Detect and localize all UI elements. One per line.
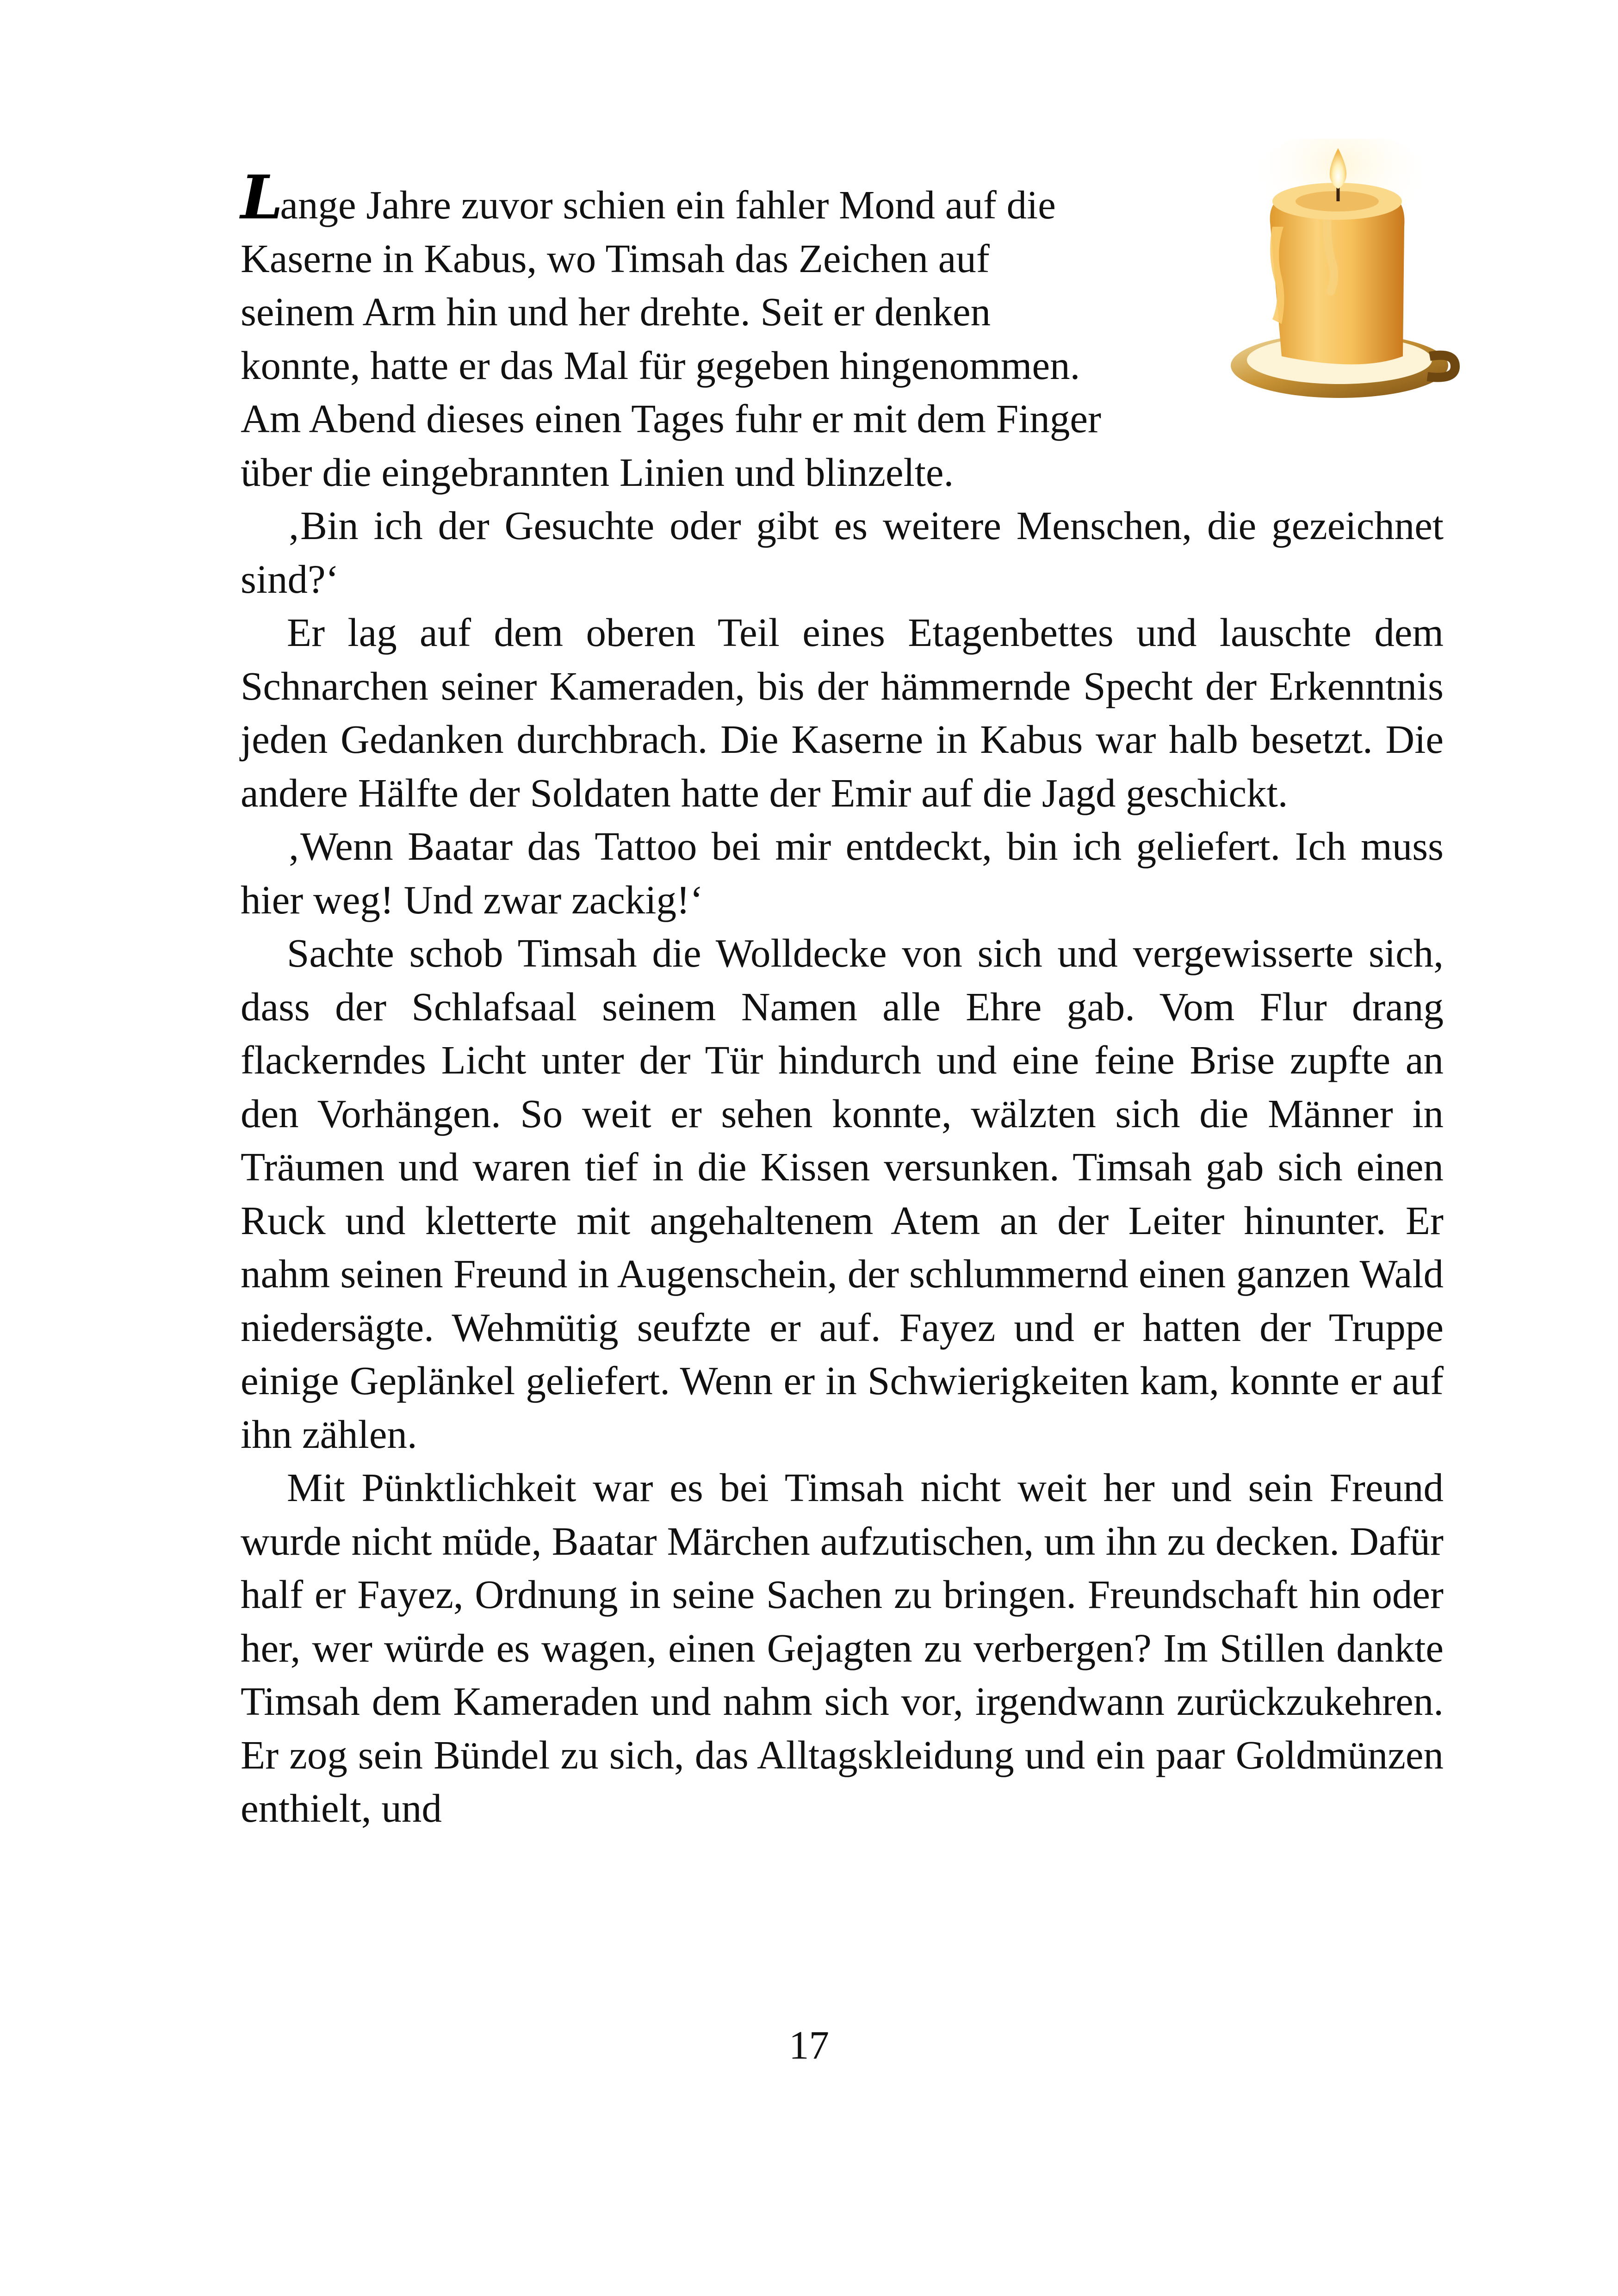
paragraph: Sachte schob Timsah die Wolldecke von sich und vergewisserte sich, dass der Schlafsaal seinem Namen alle Ehre gab. Vom Flur drang flackerndes Licht unter der Tür hindurch und eine feine Brise zupfte an den Vorhängen. So weit er sehen konnte, wälzten sich die Männer in Träumen und waren tief in die Kissen versunken. Timsah gab sich einen Ruck und kletterte mit angehaltenem Atem an der Leiter hinunter. Er nahm seinen Freund in Augenschein, der schlummernd einen ganzen Wald niedersägte. Wehmütig seufzte er auf. Fayez und er hatten der Truppe einige Geplänkel geliefert. Wenn er in Schwierigkeiten kam, konnte er auf ihn zählen. <box>241 931 1444 1457</box>
paragraph: ‚Bin ich der Gesuchte oder gibt es weitere Menschen, die gezeichnet sind?‘ <box>241 503 1444 602</box>
text-line: über die eingebrannten Linien und blinzelte. <box>241 449 954 495</box>
page-number: 17 <box>789 2023 829 2067</box>
paragraph: Er lag auf dem oberen Teil eines Etagenbettes und lauschte dem Schnarchen seiner Kameraden, bis der hämmernde Specht der Erkenntnis jeden Gedanken durchbrach. Die Kaserne in Kabus war halb besetzt. Die andere Hälfte der Soldaten hatte der Emir auf die Jagd geschickt. <box>241 610 1444 815</box>
text-line: Am Abend dieses einen Tages fuhr er mit dem Finger <box>241 396 1101 441</box>
paragraph: Mit Pünktlichkeit war es bei Timsah nicht weit her und sein Freund wurde nicht müde, Baatar Märchen aufzutischen, um ihn zu decken. Dafür half er Fayez, Ordnung in seine Sachen zu bringen. Freundschaft hin oder her, wer würde es wagen, einen Gejagten zu verbergen? Im Stillen dankte Timsah dem Kameraden und nahm sich vor, irgendwann zurückzukehren. Er zog sein Bündel zu sich, das Alltagskleidung und ein paar Goldmünzen enthielt, und <box>241 1465 1444 1831</box>
paragraph: ‚Wenn Baatar das Tattoo bei mir entdeckt, bin ich geliefert. Ich muss hier weg! Und zwar zackig!‘ <box>241 824 1444 922</box>
text-line: Lange Jahre zuvor schien ein fahler Mond auf die <box>241 162 1056 233</box>
text-line: Kaserne in Kabus, wo Timsah das Zeichen auf <box>241 236 990 281</box>
text-line: konnte, hatte er das Mal für gegeben hingenommen. <box>241 342 1080 388</box>
drop-initial: L <box>241 162 280 233</box>
text-line: seinem Arm hin und her drehte. Seit er denken <box>241 289 991 334</box>
body-text <box>241 162 1444 1835</box>
opening-paragraph <box>241 162 1444 499</box>
